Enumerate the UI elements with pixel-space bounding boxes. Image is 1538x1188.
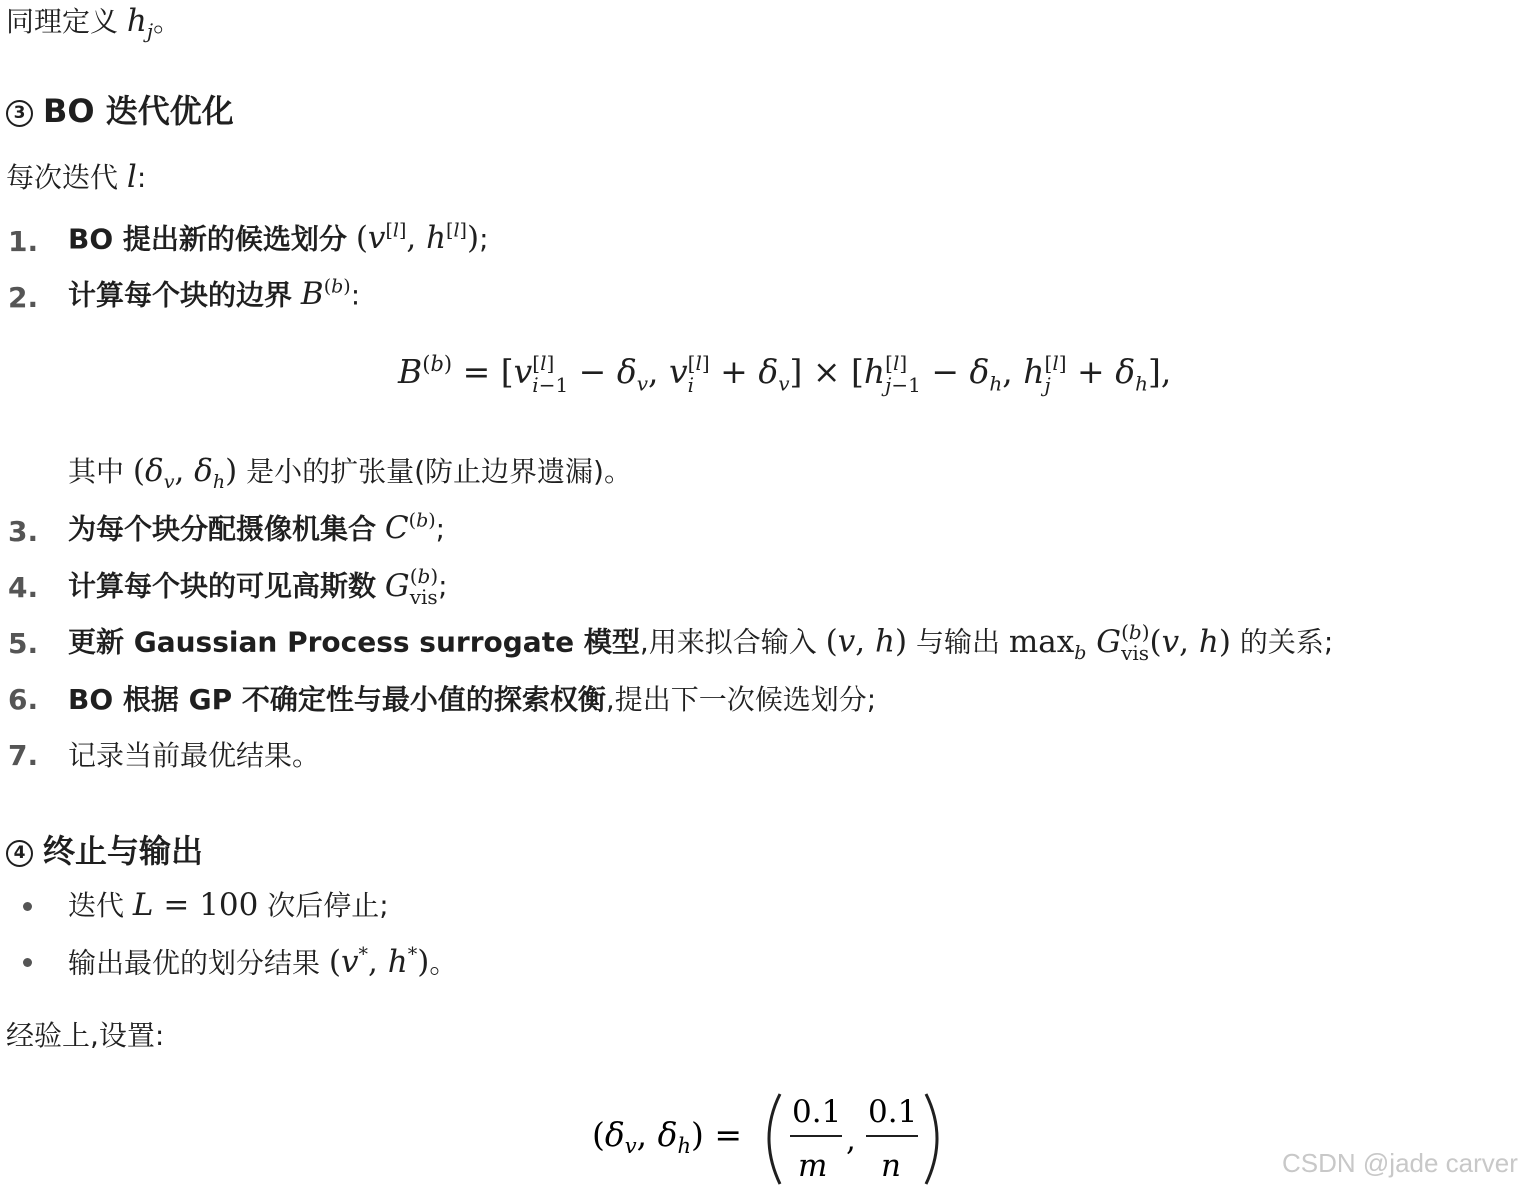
bullet-2-prefix: 输出最优的划分结果 (68, 946, 321, 980)
iteration-intro (6, 159, 147, 195)
expansion-note (68, 453, 632, 494)
bullet-1-prefix: 迭代 (68, 889, 125, 922)
bullet-1-suffix: 次后停止; (267, 889, 389, 922)
step-5 (68, 622, 1333, 664)
step-3-end: ; (435, 512, 446, 546)
math-l: l (126, 159, 137, 195)
section-4-heading (6, 826, 203, 872)
step-7 (68, 739, 321, 772)
math-optimal: (v*, h*) (328, 944, 430, 981)
section-3-heading (6, 86, 234, 132)
bullet-icon (23, 902, 32, 911)
step-5-text2: ,用来拟合输入 (639, 625, 817, 659)
step-7-text: 记录当前最优结果。 (68, 739, 321, 772)
expansion-note-prefix: 其中 (68, 455, 125, 488)
intro-end: 。 (153, 5, 182, 38)
step-2 (68, 276, 361, 313)
bullet-item-1 (68, 887, 389, 923)
iteration-intro-text: 每次迭代 (6, 161, 119, 194)
math-step-2: $B^{(b)}$ (300, 276, 351, 313)
math-input: (v, h) (825, 623, 908, 660)
step-5-text4: 的关系; (1239, 625, 1334, 659)
step-5-text3: 与输出 (915, 625, 1000, 659)
step-number: 4. (8, 571, 39, 604)
step-1-end: ; (479, 222, 489, 256)
step-number: 7. (8, 739, 39, 772)
section-4-title: 终止与输出 (43, 832, 204, 870)
equation-delta-setting (590, 1088, 960, 1188)
step-6-text: BO 根据 GP 不确定性与最小值的探索权衡 (68, 683, 606, 716)
svg-text:(δv, δh) =: ($\delta_v$, $\delta_h$) = (592, 1115, 743, 1158)
intro-text: 同理定义 (6, 5, 119, 38)
step-number: 1. (8, 225, 39, 258)
math-step-3: $C^{(b)}$ (384, 510, 436, 547)
step-2-end: : (350, 278, 361, 312)
step-3 (68, 510, 446, 547)
step-number: 2. (8, 281, 39, 314)
math-hj: $h_j$ (126, 3, 154, 44)
step-3-text: 为每个块分配摄像机集合 (68, 512, 377, 546)
step-number: 6. (8, 683, 39, 716)
svg-text:n: n (881, 1148, 901, 1184)
step-5-text: 更新 Gaussian Process surrogate 模型 (68, 625, 640, 659)
equation-block-boundary: $B^{(b)} = [v$ [l] i−1 − $\delta_v$, v [l] i + $\delta_v] \times [h$ [l] j−1 − $\delta_h$, h [l] j + $\delta_h$], (398, 351, 1172, 397)
watermark: CSDN @jade carver (1282, 1148, 1518, 1178)
section-3-title: BO 迭代优化 (43, 92, 234, 130)
svg-text:,: , (846, 1122, 856, 1158)
step-number: 5. (8, 627, 39, 660)
svg-text:m: m (798, 1148, 828, 1184)
colon: : (136, 161, 147, 194)
circled-number-3-icon: 3 (6, 100, 33, 127)
intro-line (6, 3, 182, 44)
svg-text:0.1: 0.1 (868, 1094, 918, 1130)
step-6-text2: ,提出下一次候选划分; (605, 683, 877, 716)
step-1 (68, 220, 489, 257)
math-step-4: G (b) vis (384, 564, 439, 609)
math-deltas: ($\delta_v$, $\delta_h$) (132, 453, 238, 494)
svg-text:0.1: 0.1 (792, 1094, 842, 1130)
expansion-note-suffix: 是小的扩张量(防止边界遗漏)。 (246, 455, 632, 488)
step-6 (68, 683, 877, 716)
step-4-end: ; (438, 569, 448, 603)
empirical-line: 经验上,设置: (6, 1019, 165, 1052)
step-4-text: 计算每个块的可见高斯数 (68, 569, 377, 603)
step-2-text: 计算每个块的边界 (68, 278, 293, 312)
step-1-text: BO 提出新的候选划分 (68, 222, 347, 256)
math-output: $\max_b G$ (b) vis (v, h) (1008, 620, 1231, 665)
circled-number-4-icon: 4 (6, 840, 33, 867)
math-L: L = 100 (132, 887, 259, 923)
bullet-item-2 (68, 944, 458, 981)
bullet-2-suffix: 。 (429, 946, 458, 980)
bullet-icon (23, 958, 32, 967)
step-4 (68, 566, 448, 608)
step-number: 3. (8, 515, 39, 548)
math-step-1: (v[l], h[l]) (355, 220, 480, 257)
